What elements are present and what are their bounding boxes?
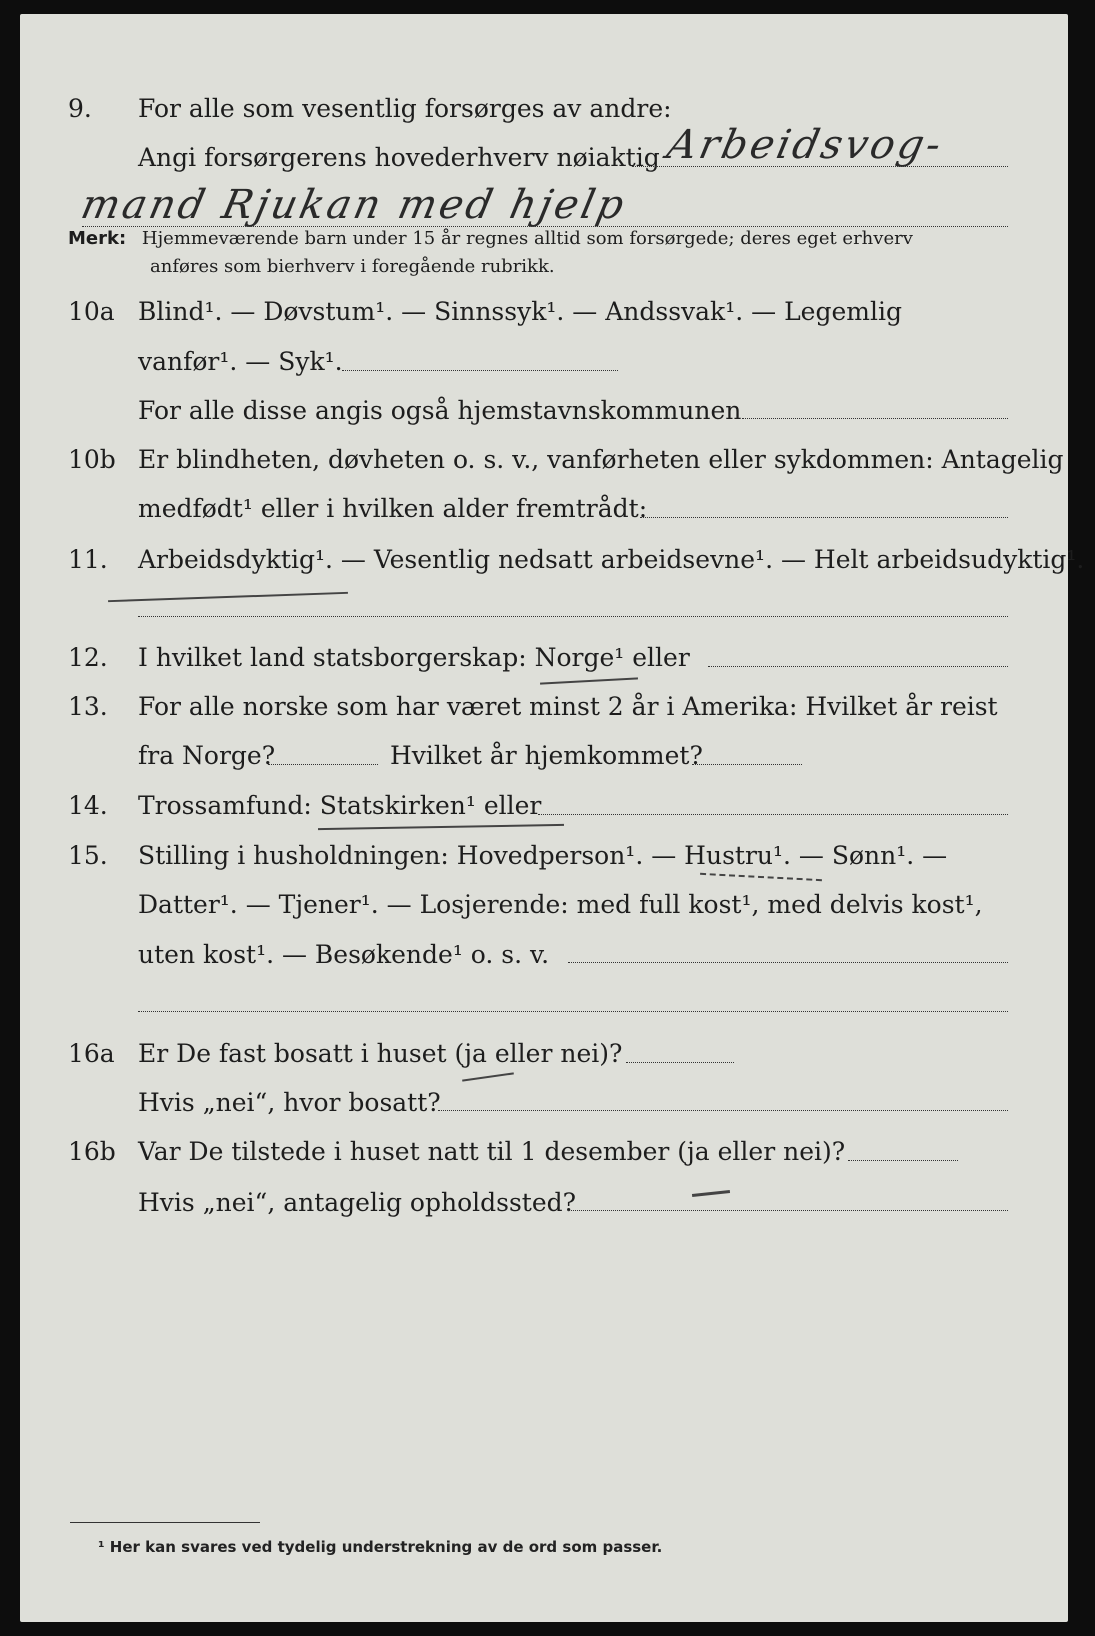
handwritten-underline	[462, 1072, 514, 1081]
answer-line	[268, 764, 378, 765]
note	[68, 228, 913, 249]
question-text: For alle disse angis også hjemstavnskommunen	[138, 396, 742, 425]
question-text: For alle som vesentlig forsørges av andre:	[138, 94, 672, 123]
question-text: Blind¹. — Døvstum¹. — Sinnssyk¹. — Andssvak¹. — Legemlig	[138, 297, 902, 326]
question-text: Er blindheten, døvheten o. s. v., vanførheten eller sykdommen: Antagelig	[138, 445, 1064, 474]
note-text: Hjemmeværende barn under 15 år regnes alltid som forsørgede; deres eget erhverv	[141, 228, 913, 249]
note-label: Merk:	[68, 228, 127, 249]
question-text: Hvilket år hjemkommet?	[390, 741, 703, 770]
question-text: Stilling i husholdningen: Hovedperson¹. — Hustru¹. — Sønn¹. —	[138, 841, 948, 870]
question-text: fra Norge?	[138, 741, 276, 770]
question-number: 11.	[68, 545, 108, 574]
answer-line	[138, 616, 1008, 617]
question-number: 13.	[68, 692, 108, 721]
question-number: 10a	[68, 297, 115, 326]
question-text: For alle norske som har været minst 2 år i Amerika: Hvilket år reist	[138, 692, 998, 721]
answer-line	[848, 1160, 958, 1161]
question-text: medfødt¹ eller i hvilken alder fremtrådt:	[138, 494, 648, 523]
handwritten-dash	[692, 1190, 730, 1197]
handwritten-answer: Arbeidsvog-	[663, 122, 948, 168]
question-number: 16a	[68, 1039, 115, 1068]
question-text: Hvis „nei“, hvor bosatt?	[138, 1088, 441, 1117]
answer-line	[438, 1110, 1008, 1111]
question-number: 16b	[68, 1137, 116, 1166]
question-text: I hvilket land statsborgerskap: Norge¹ eller	[138, 643, 690, 672]
question-text: Hvis „nei“, antagelig opholdssted?	[138, 1188, 577, 1217]
question-number: 9.	[68, 94, 92, 123]
handwritten-underline	[700, 873, 822, 881]
question-text: Var De tilstede i huset natt til 1 desember (ja eller nei)?	[138, 1137, 846, 1166]
question-number: 15.	[68, 841, 108, 870]
answer-line	[342, 370, 618, 371]
answer-line	[626, 1062, 734, 1063]
question-text: vanfør¹. — Syk¹.	[138, 347, 343, 376]
question-text: Datter¹. — Tjener¹. — Losjerende: med full kost¹, med delvis kost¹,	[138, 890, 983, 919]
answer-line	[568, 1210, 1008, 1211]
question-text: Er De fast bosatt i huset (ja eller nei)?	[138, 1039, 623, 1068]
handwritten-answer: mand Rjukan med hjelp	[77, 182, 631, 228]
answer-line	[640, 517, 1008, 518]
footnote: ¹ Her kan svares ved tydelig understrekning av de ord som passer.	[98, 1538, 663, 1556]
answer-line	[82, 226, 1008, 227]
question-text: Angi forsørgerens hovederhverv nøiaktig	[138, 143, 660, 172]
handwritten-underline	[318, 824, 564, 830]
answer-line	[138, 1011, 1008, 1012]
handwritten-underline	[108, 592, 348, 602]
question-number: 14.	[68, 791, 108, 820]
question-text: Arbeidsdyktig¹. — Vesentlig nedsatt arbeidsevne¹. — Helt arbeidsudyktig¹.	[138, 545, 1085, 574]
answer-line	[692, 764, 802, 765]
note-line2: anføres som bierhverv i foregående rubrikk.	[150, 256, 555, 277]
answer-line	[538, 814, 1008, 815]
question-number: 12.	[68, 643, 108, 672]
question-text: Trossamfund: Statskirken¹ eller	[138, 791, 542, 820]
answer-line	[708, 666, 1008, 667]
question-text: uten kost¹. — Besøkende¹ o. s. v.	[138, 940, 550, 969]
census-form-page	[20, 14, 1085, 1622]
answer-line	[742, 418, 1008, 419]
answer-line	[568, 962, 1008, 963]
handwritten-underline	[540, 677, 638, 684]
footnote-rule	[70, 1522, 260, 1523]
question-number: 10b	[68, 445, 116, 474]
